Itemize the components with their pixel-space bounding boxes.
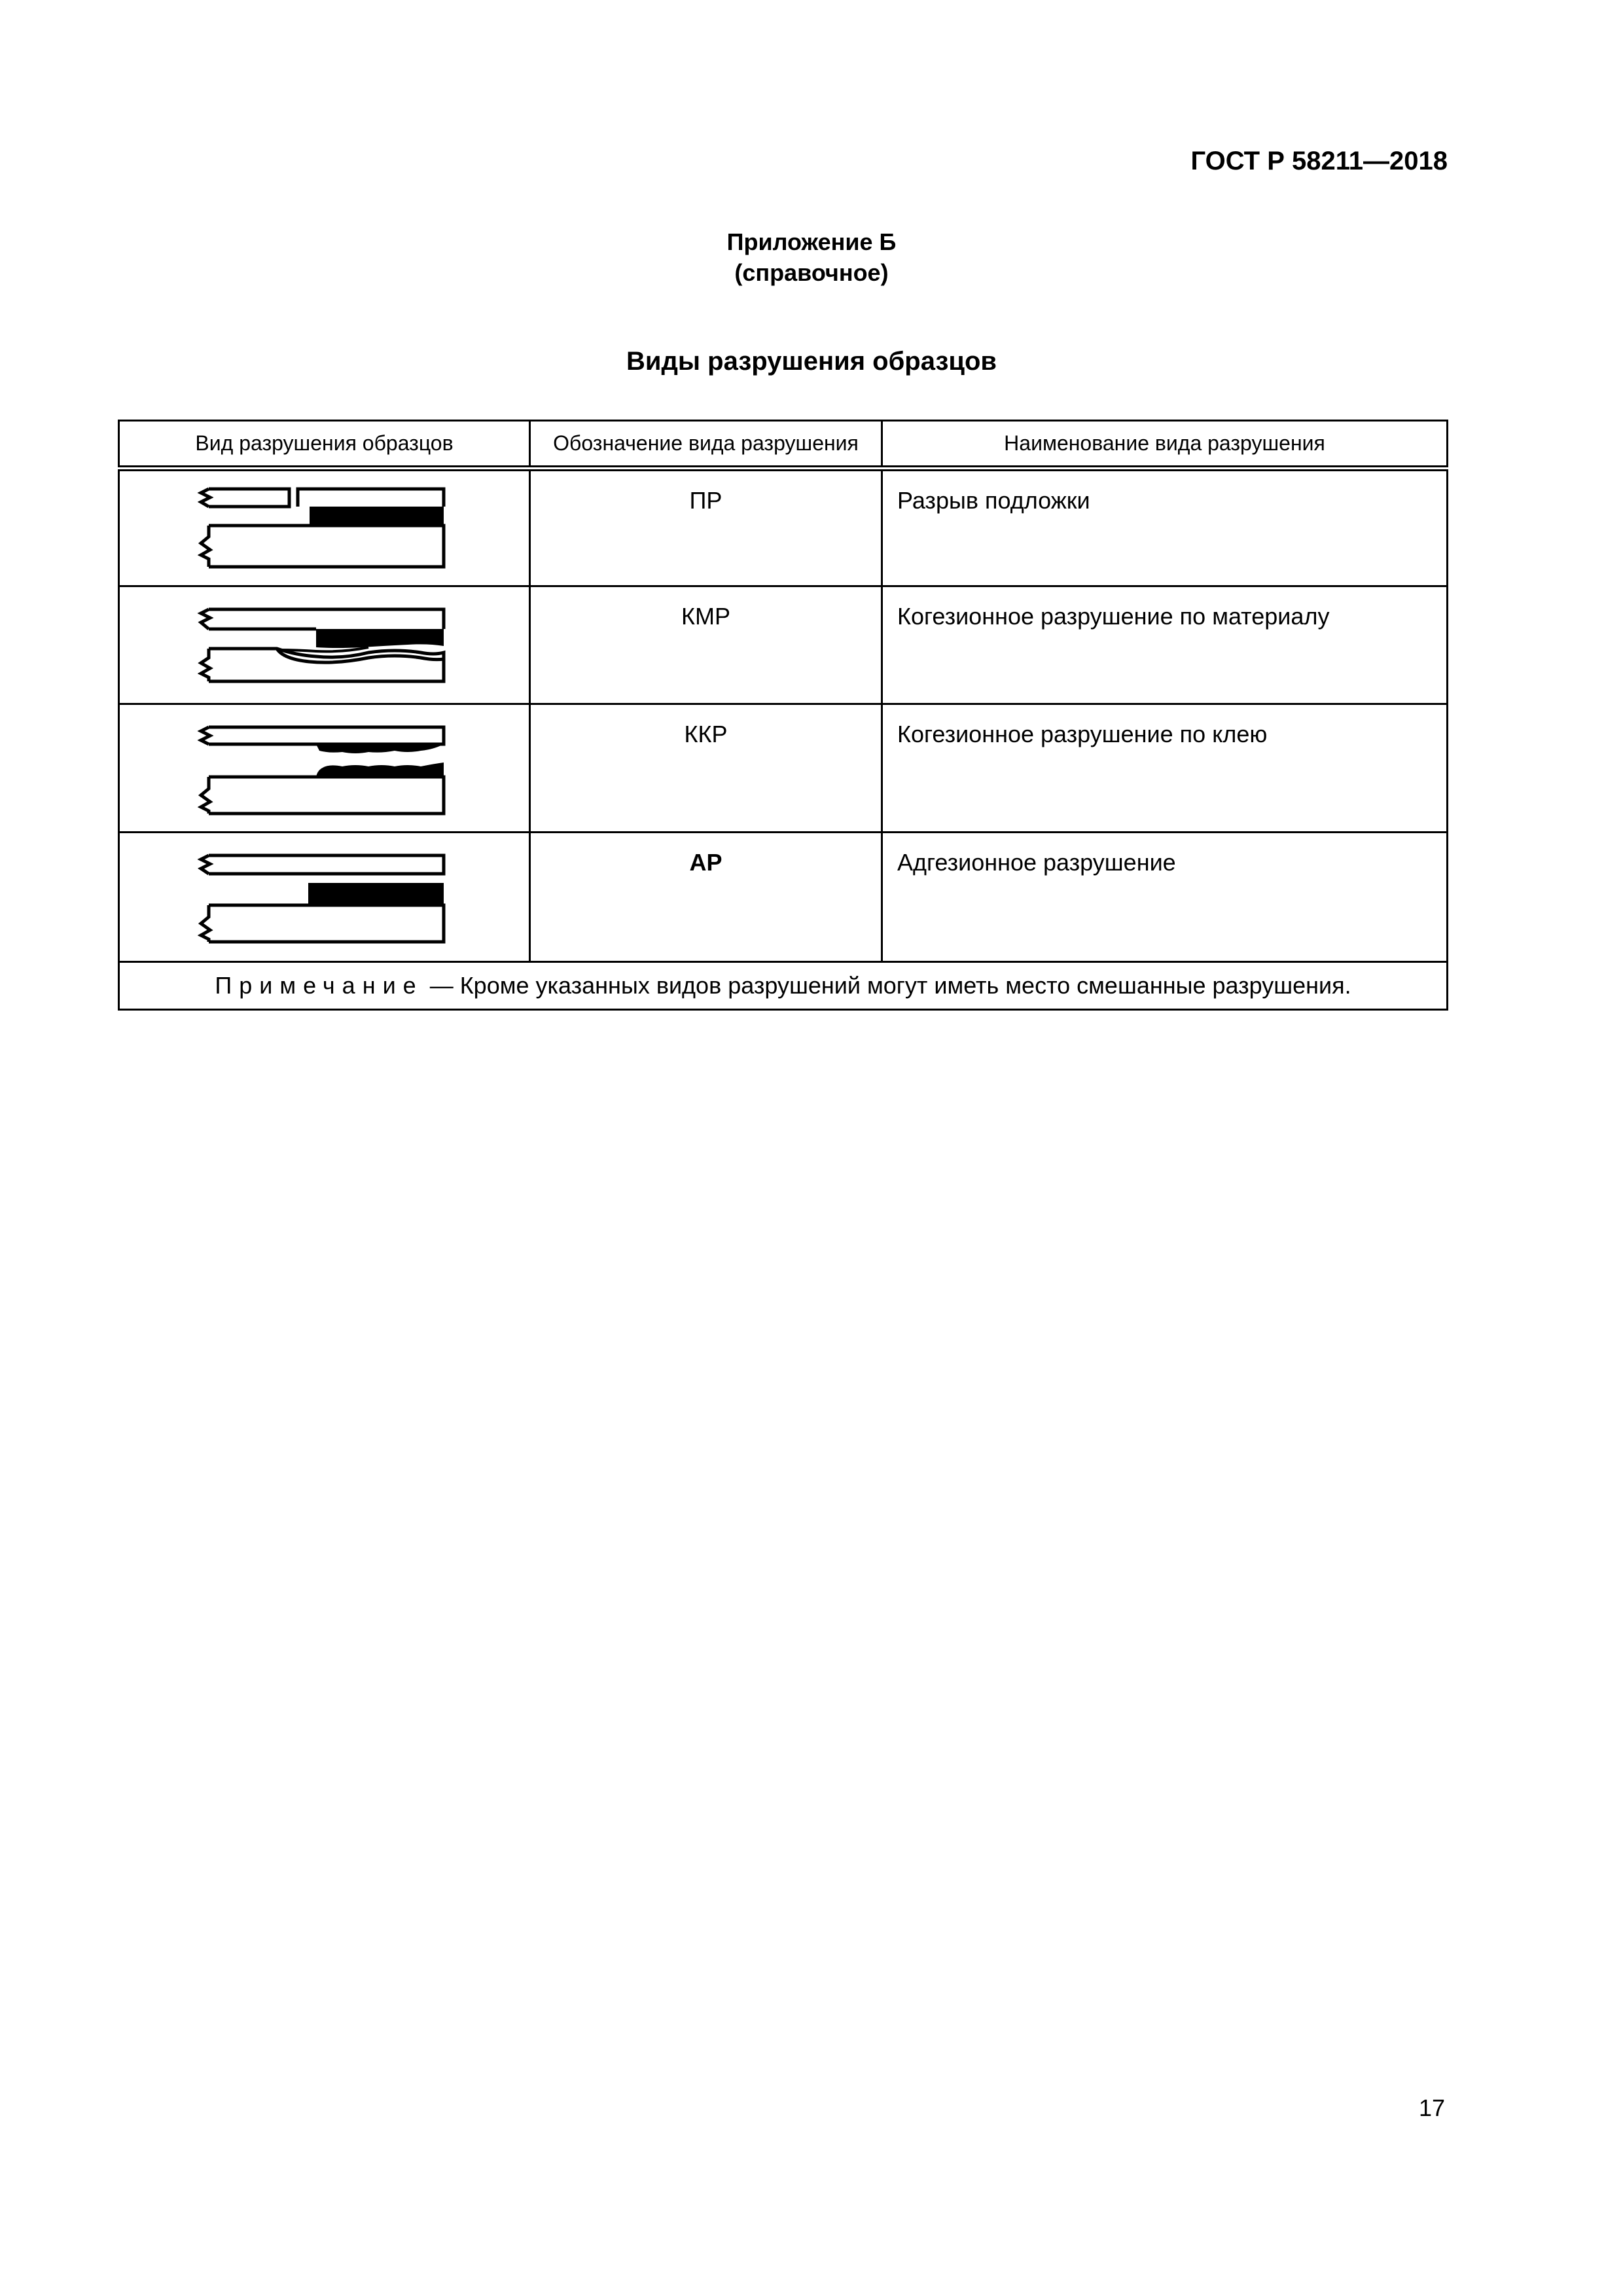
adhesive-cohesive-failure-diagram <box>119 704 530 833</box>
table-row <box>119 586 1448 704</box>
failure-code: ПР <box>530 469 882 586</box>
material-cohesive-failure-diagram <box>119 586 530 704</box>
table-note-row <box>119 962 1448 1010</box>
failure-name: Когезионное разрушение по материалу <box>882 586 1448 704</box>
appendix-subtitle: (справочное) <box>734 259 889 286</box>
table-row <box>119 704 1448 833</box>
table-note <box>119 962 1448 1010</box>
column-header-name: Наименование вида разрушения <box>882 421 1448 469</box>
note-label: Примечание <box>215 972 423 999</box>
document-code: ГОСТ Р 58211—2018 <box>1190 147 1448 175</box>
failure-code: ККР <box>530 704 882 833</box>
page-number: 17 <box>1418 2094 1445 2121</box>
note-text: — Кроме указанных видов разрушений могут иметь место смешанные разрушения. <box>423 972 1351 999</box>
table-header-row <box>119 421 1448 469</box>
failure-name: Адгезионное разрушение <box>882 833 1448 962</box>
failure-code: КМР <box>530 586 882 704</box>
failure-code: АР <box>530 833 882 962</box>
table-row <box>119 833 1448 962</box>
table-title: Виды разрушения образцов <box>626 347 997 376</box>
table-row <box>119 469 1448 586</box>
appendix-heading <box>0 226 1623 288</box>
appendix-title: Приложение Б <box>726 228 897 255</box>
column-header-code: Обозначение вида разрушения <box>530 421 882 469</box>
failure-types-table <box>118 420 1448 1011</box>
column-header-figure: Вид разрушения образцов <box>119 421 530 469</box>
substrate-break-diagram <box>119 469 530 586</box>
adhesion-failure-diagram <box>119 833 530 962</box>
failure-name: Разрыв подложки <box>882 469 1448 586</box>
failure-name: Когезионное разрушение по клею <box>882 704 1448 833</box>
